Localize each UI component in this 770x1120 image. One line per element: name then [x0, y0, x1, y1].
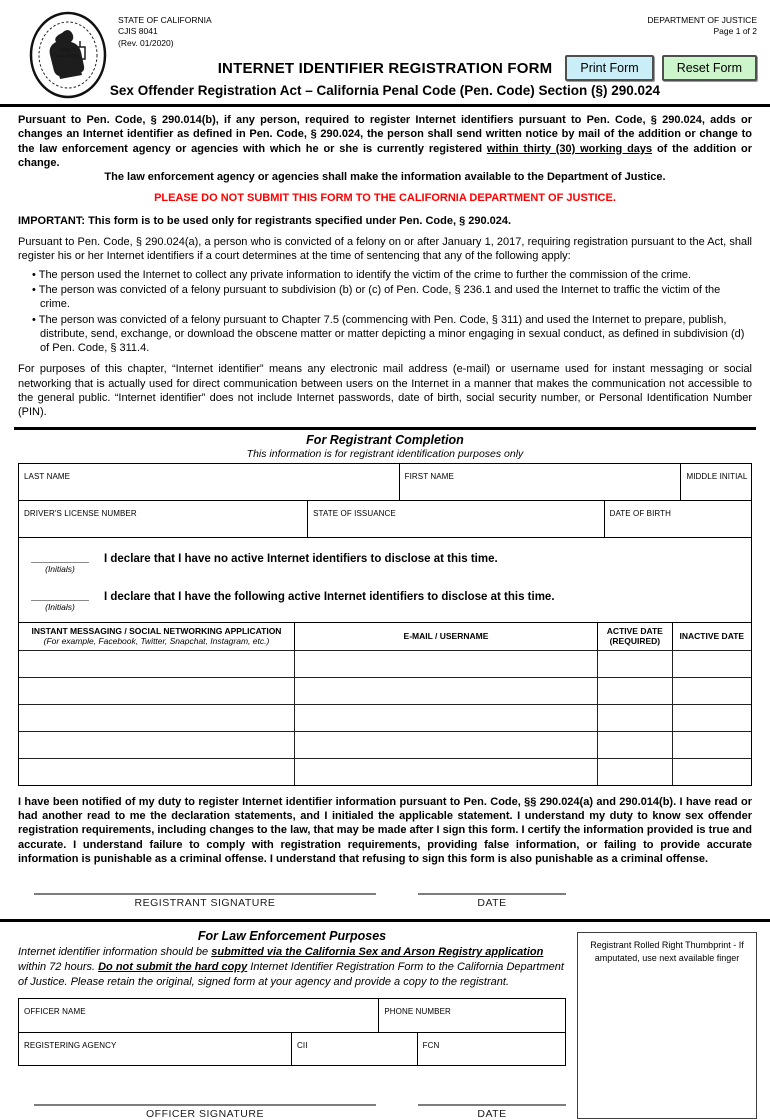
department-block — [647, 15, 757, 38]
first-name-label: FIRST NAME — [404, 471, 454, 481]
notification-paragraph: I have been notified of my duty to register Internet identifier information pursuant to Pen. Code, §§ 290.024(a) and 290.014(b). I have read or had another read to me the declaration statements, and I initialed the applicable statement. I understand my duty to know sex offender registration requirements, including changes to the law, that may be made after I sign this form. I certify the information provided is true and accurate. I understand failure to comply with registration requirements, providing false information, or failing to provide accurate information is punishable as a criminal offense. I understand that refusing to sign this form is also punishable as a criminal offense. — [18, 795, 752, 865]
registrant-form-box — [18, 463, 752, 786]
identifier-cell[interactable] — [598, 705, 673, 731]
registrant-date-line[interactable] — [418, 893, 566, 895]
intro-p1-end: of the addition or change. — [18, 142, 752, 169]
registrant-date-block — [418, 893, 566, 909]
cii-label: CII — [297, 1040, 308, 1050]
thumbprint-box[interactable] — [577, 932, 757, 1119]
intro-paragraph-2: Pursuant to Pen. Code, § 290.024(a), a person who is convicted of a felony on or after January 1, 2017, requiring registration pursuant to the Act, shall register his or her Internet identifiers if a court determines at the time of sentencing that any of the following apply: — [18, 236, 752, 263]
identifier-cell[interactable] — [19, 651, 295, 677]
identifier-cell[interactable] — [295, 759, 598, 785]
identifier-cell[interactable] — [673, 678, 751, 704]
name-row — [19, 464, 751, 500]
license-row — [19, 500, 751, 537]
initials-line[interactable] — [31, 588, 89, 601]
intro-section — [18, 113, 752, 420]
le-submit-via-registry: submitted via the California Sex and Arson Registry application — [211, 946, 544, 959]
declaration-has-identifiers — [31, 588, 751, 612]
intro-paragraph-1 — [18, 113, 752, 170]
active-date-title: ACTIVE DATE — [606, 626, 663, 637]
law-enforcement-section-title: For Law Enforcement Purposes — [197, 929, 387, 944]
initials-block — [31, 550, 89, 574]
application-column-title: INSTANT MESSAGING / SOCIAL NETWORKING APPLICATION — [31, 626, 282, 637]
fcn-label: FCN — [422, 1040, 440, 1050]
registrant-date-label: DATE — [477, 897, 507, 910]
registrant-signature-line[interactable] — [34, 893, 376, 895]
intro-centered-line: The law enforcement agency or agencies shall make the information available to the Department of Justice. — [104, 171, 666, 184]
agency-row — [19, 1032, 565, 1065]
middle-initial-label: MIDDLE INITIAL — [686, 471, 748, 481]
form-subtitle: Sex Offender Registration Act – California Penal Code (Pen. Code) Section (§) 290.024 — [109, 83, 661, 98]
form-id-block — [118, 15, 212, 49]
important-note — [18, 214, 752, 228]
phone-number-label: PHONE NUMBER — [384, 1006, 451, 1016]
law-enforcement-instructions — [18, 945, 566, 990]
identifier-table-rows — [19, 650, 751, 785]
identifier-cell[interactable] — [295, 705, 598, 731]
initials-label: (Initials) — [45, 601, 75, 612]
registrant-signature-row — [18, 893, 752, 909]
officer-signature-line[interactable] — [34, 1104, 376, 1106]
reset-form-button[interactable]: Reset Form — [662, 55, 757, 81]
form-revision: (Rev. 01/2020) — [118, 37, 174, 48]
criteria-bullet: • The person used the Internet to collect any private information to identify the victim of the crime to further the commission of the crime. — [24, 268, 752, 282]
thumbprint-note: Registrant Rolled Right Thumbprint - If amputated, use next available finger — [590, 940, 744, 963]
drivers-license-label: DRIVER'S LICENSE NUMBER — [24, 508, 137, 518]
officer-row — [19, 999, 565, 1032]
identifier-cell[interactable] — [19, 678, 295, 704]
le-do-not-submit: Do not submit the hard copy — [98, 960, 248, 973]
officer-date-block — [418, 1104, 566, 1120]
le-instructions-text: within 72 hours. — [18, 960, 99, 973]
officer-date-label: DATE — [477, 1107, 507, 1120]
identifier-cell[interactable] — [295, 732, 598, 758]
drivers-license-field[interactable] — [19, 501, 308, 537]
officer-name-label: OFFICER NAME — [24, 1006, 86, 1016]
identifier-table-row — [19, 758, 751, 785]
registering-agency-label: REGISTERING AGENCY — [24, 1040, 117, 1050]
law-enforcement-left-column — [18, 926, 566, 1120]
identifier-cell[interactable] — [295, 651, 598, 677]
identifier-cell[interactable] — [598, 759, 673, 785]
application-column-header — [19, 623, 295, 650]
identifier-table-row — [19, 704, 751, 731]
registrant-signature-block — [34, 893, 376, 909]
form-number: CJIS 8041 — [118, 26, 158, 37]
identifier-table-header — [19, 622, 751, 650]
criteria-bullet-list — [18, 268, 752, 356]
state-of-issuance-label: STATE OF ISSUANCE — [313, 508, 396, 518]
active-date-column-header — [598, 623, 673, 650]
svg-text:AND JUSTICE: AND JUSTICE — [56, 54, 80, 58]
identifier-table-row — [19, 731, 751, 758]
le-instructions-text: Internet identifier information should be — [18, 946, 212, 959]
initials-label: (Initials) — [45, 563, 75, 574]
print-form-button[interactable]: Print Form — [565, 55, 653, 81]
first-name-field[interactable] — [400, 464, 682, 500]
officer-signature-row — [18, 1104, 566, 1120]
officer-name-field[interactable] — [19, 999, 379, 1032]
initials-block — [31, 588, 89, 612]
last-name-label: LAST NAME — [24, 471, 71, 481]
do-not-submit-warning: PLEASE DO NOT SUBMIT THIS FORM TO THE CALIFORNIA DEPARTMENT OF JUSTICE. — [154, 192, 616, 205]
declaration-no-identifiers — [31, 550, 751, 574]
department-label: DEPARTMENT OF JUSTICE — [647, 15, 757, 25]
intro-p1-underlined: within thirty (30) working days — [486, 142, 653, 155]
registrant-section-title: For Registrant Completion — [306, 432, 464, 447]
identifier-cell[interactable] — [673, 759, 751, 785]
date-of-birth-label: DATE OF BIRTH — [609, 508, 672, 518]
last-name-field[interactable] — [19, 464, 400, 500]
state-label: STATE OF CALIFORNIA — [118, 15, 212, 25]
form-header — [0, 0, 770, 107]
form-title: INTERNET IDENTIFIER REGISTRATION FORM — [217, 60, 553, 77]
identifier-cell[interactable] — [19, 732, 295, 758]
svg-text:LIBERTY: LIBERTY — [59, 47, 77, 52]
officer-signature-block — [34, 1104, 376, 1120]
identifier-cell[interactable] — [673, 705, 751, 731]
officer-signature-label: OFFICER SIGNATURE — [146, 1107, 264, 1120]
fcn-field[interactable] — [418, 1033, 565, 1065]
intro-p1-text: Pursuant to Pen. Code, § 290.014(b), if any person, required to register Internet identifiers pursuant to Pen. Code, § 290.024, adds or changes an Internet identifier as defined in Pen. Code, § 290.024, the person shall send written notice by mail of the addition or change to the law enforcement agency or agencies with which he or she is currently registered — [18, 114, 752, 155]
section-divider — [14, 427, 756, 430]
registering-agency-field[interactable] — [19, 1033, 292, 1065]
identifier-cell[interactable] — [19, 759, 295, 785]
identifier-cell[interactable] — [295, 678, 598, 704]
identifier-cell[interactable] — [598, 651, 673, 677]
identifier-cell[interactable] — [673, 732, 751, 758]
criteria-bullet: • The person was convicted of a felony pursuant to subdivision (b) or (c) of Pen. Code, § 236.1 and used the Internet to traffic the victim of the crime. — [24, 283, 752, 312]
active-date-required: (REQUIRED) — [609, 636, 661, 647]
identifier-cell[interactable] — [19, 705, 295, 731]
intro-paragraph-3: For purposes of this chapter, “Internet identifier” means any electronic mail address (e-mail) or username used for instant messaging or social networking that is actually used for direct communication between users on the Internet in a manner that makes the communication not accessible to the general public. “Internet identifier” does not include Internet passwords, date of birth, social security number, or Personal Identification Number (PIN). — [18, 363, 752, 419]
email-username-column-header: E-MAIL / USERNAME — [295, 623, 598, 650]
identifier-cell[interactable] — [598, 732, 673, 758]
officer-info-box — [18, 998, 566, 1066]
initials-line[interactable] — [31, 550, 89, 563]
identifier-table-row — [19, 650, 751, 677]
application-column-examples: (For example, Facebook, Twitter, Snapchat, Instagram, etc.) — [43, 636, 270, 647]
date-of-birth-field[interactable] — [605, 501, 751, 537]
identifier-cell[interactable] — [673, 651, 751, 677]
phone-number-field[interactable] — [379, 999, 565, 1032]
criteria-bullet: • The person was convicted of a felony pursuant to Chapter 7.5 (commencing with Pen. Code, § 311) and used the Internet to prepare, publish, distribute, send, exchange, or download the obscene matter or matter depicting a minor engaging in sexual conduct, as defined in subdivision (d) of Pen. Code, § 311.4. — [24, 313, 752, 356]
important-label: IMPORTANT: — [18, 214, 86, 227]
state-of-issuance-field[interactable] — [308, 501, 604, 537]
declaration-has-identifiers-text: I declare that I have the following active Internet identifiers to disclose at this time. — [104, 590, 555, 603]
identifier-table-row — [19, 677, 751, 704]
registrant-signature-label: REGISTRANT SIGNATURE — [134, 897, 276, 910]
cii-field[interactable] — [292, 1033, 418, 1065]
page-number: Page 1 of 2 — [713, 26, 757, 37]
important-text: This form is to be used only for registrants specified under Pen. Code, § 290.024. — [85, 214, 512, 227]
middle-initial-field[interactable] — [681, 464, 751, 500]
declarations-area — [19, 537, 751, 622]
declaration-no-identifiers-text: I declare that I have no active Internet identifiers to disclose at this time. — [104, 552, 498, 565]
inactive-date-column-header: INACTIVE DATE — [679, 631, 745, 642]
law-enforcement-section — [0, 919, 770, 1120]
registrant-section-subtitle: This information is for registrant identification purposes only — [246, 447, 524, 460]
le-instructions-text: Internet Identifier Registration Form to the California Department of Justice. Please retain the original, signed form at your agency and provide a copy to the registrant. — [18, 960, 564, 988]
officer-date-line[interactable] — [418, 1104, 566, 1106]
identifier-cell[interactable] — [598, 678, 673, 704]
